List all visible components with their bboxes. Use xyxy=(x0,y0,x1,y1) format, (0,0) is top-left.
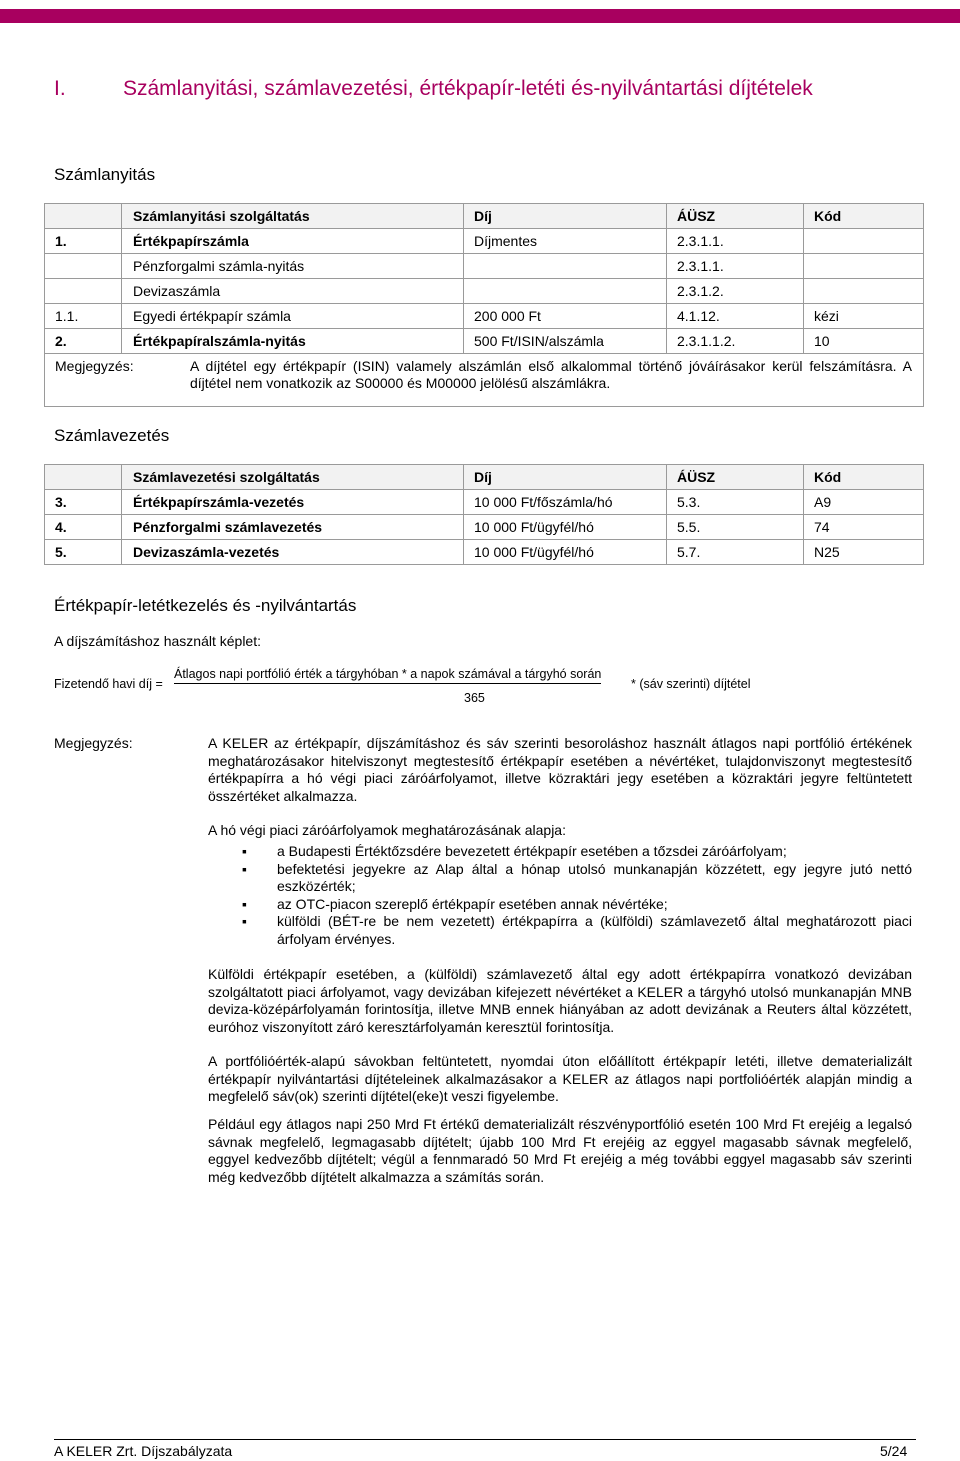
footer-divider xyxy=(54,1439,916,1440)
bullet-icon: ▪ xyxy=(242,913,247,929)
service-name: Értékpapíralszámla-nyitás xyxy=(122,329,464,354)
table-row xyxy=(45,329,924,354)
header-cell: ÁÜSZ xyxy=(667,465,804,490)
table-header-row xyxy=(45,204,924,229)
service-name: Pénzforgalmi számla-nyitás xyxy=(122,254,464,279)
row-number: 1. xyxy=(45,229,122,254)
row-number: 5. xyxy=(45,540,122,565)
list-item xyxy=(208,913,912,948)
formula-numerator: Átlagos napi portfólió érték a tárgyhóban * a napok számával a tárgyhó során xyxy=(174,667,601,684)
brand-top-bar xyxy=(0,9,960,23)
paragraph-bands: A portfólióérték-alapú sávokban feltüntetett, nyomdai úton előállított értékpapír letéti, illetve dematerializált értékpapír nyilvántartási díjtételeinek alkalmazásakor a KELER az átlagos napi portfolióérték alapján mindig a megfelelő sáv(ok) szerinti díjtétel(eke)t veszi figyelembe. xyxy=(208,1053,912,1104)
service-name: Devizaszámla xyxy=(122,279,464,304)
row-number: 3. xyxy=(45,490,122,515)
row-number xyxy=(45,279,122,304)
table-row xyxy=(45,490,924,515)
table-row xyxy=(45,229,924,254)
service-name: Devizaszámla-vezetés xyxy=(122,540,464,565)
code-value: 74 xyxy=(804,515,924,540)
code-value xyxy=(804,254,924,279)
note-label: Megjegyzés: xyxy=(55,358,134,374)
bullet-text: az OTC-piacon szereplő értékpapír esetében annak névértéke; xyxy=(277,895,668,912)
bullet-text: a Budapesti Értéktőzsdére bevezetett értékpapír esetében a tőzsdei záróárfolyam; xyxy=(277,843,787,859)
list-item xyxy=(208,843,912,861)
fee-value: Díjmentes xyxy=(464,229,667,254)
ausz-ref: 5.3. xyxy=(667,490,804,515)
formula-intro: A díjszámításhoz használt képlet: xyxy=(54,633,261,649)
fee-value xyxy=(464,279,667,304)
fee-value: 10 000 Ft/ügyfél/hó xyxy=(464,540,667,565)
paragraph-example: Például egy átlagos napi 250 Mrd Ft értékű dematerializált részvényportfólió esetén 100 Mrd Ft erejéig a legalsó sávnak megfelelő, legmagasabb díjtételt; újabb 100 Mrd Ft erejéig az eggyel magasabb sávnak megfelelő, eggyel kedvezőbb díjtételt; végül a fennmaradó 50 Mrd Ft erejéig a még további eggyel magasabb sáv szerinti még kedvezőbb díjtételt alkalmazza a számítás során. xyxy=(208,1116,912,1185)
paragraph-foreign-securities: Külföldi értékpapír esetében, a (külföldi) számlavezető által egy adott értékpapírra vonatkozó devizában szolgáltatott piaci árfolyamot, vagy devizában kifejezett névértéket a KELER a tárgyhó utolsó munkanapján MNB deviza-középárfolyamán forintosítja, illetve MNB ennek hiányában az adott devizának a Reuters által közzétett, euróhoz viszonyított záró keresztárfolyamán keresztül forintosítja. xyxy=(208,966,912,1035)
header-cell: ÁÜSZ xyxy=(667,204,804,229)
table-row xyxy=(45,254,924,279)
bullet-icon: ▪ xyxy=(242,860,247,877)
note-label: Megjegyzés: xyxy=(54,735,133,751)
note-paragraph-2: A hó végi piaci záróárfolyamok meghatározásának alapja: xyxy=(208,822,566,838)
list-item xyxy=(208,861,912,896)
bullet-icon: ▪ xyxy=(242,895,247,912)
bullet-icon: ▪ xyxy=(242,843,247,859)
code-value: 10 xyxy=(804,329,924,354)
ausz-ref: 5.7. xyxy=(667,540,804,565)
row-number xyxy=(45,254,122,279)
footer-page-number: 5/24 xyxy=(880,1443,908,1459)
code-value: A9 xyxy=(804,490,924,515)
szamlavezetes-table xyxy=(44,464,924,565)
code-value xyxy=(804,229,924,254)
code-value: kézi xyxy=(804,304,924,329)
row-number: 2. xyxy=(45,329,122,354)
note-paragraph-1: A KELER az értékpapír, díjszámításhoz és sáv szerinti besoroláshoz használt átlagos napi portfólió értékének meghatározásakor hitelviszonyt megtestesítő értékpapír esetében a névértéket, tulajdonviszonyt megtestesítő értékpapírra a hó végi piaci záróárfolyamot, illetve közraktári jegy esetében a közraktári jegyre feltüntetett összértéket alkalmazza. xyxy=(208,735,912,804)
section-title-szamlavezetes: Számlavezetés xyxy=(54,426,170,445)
footer-document-title: A KELER Zrt. Díjszabályzata xyxy=(54,1443,233,1459)
service-name: Értékpapírszámla-vezetés xyxy=(122,490,464,515)
code-value: N25 xyxy=(804,540,924,565)
ausz-ref: 2.3.1.1. xyxy=(667,254,804,279)
closing-price-bullets xyxy=(208,843,912,948)
row-number: 4. xyxy=(45,515,122,540)
fee-value: 10 000 Ft/ügyfél/hó xyxy=(464,515,667,540)
header-cell: Díj xyxy=(464,465,667,490)
szamlanyitas-table xyxy=(44,203,924,407)
table-row xyxy=(45,279,924,304)
header-cell xyxy=(45,204,122,229)
fee-value: 10 000 Ft/főszámla/hó xyxy=(464,490,667,515)
formula-right: * (sáv szerinti) díjtétel xyxy=(631,677,751,691)
table-row xyxy=(45,540,924,565)
bullet-text: külföldi (BÉT-re be nem vezetett) értékpapírra a (külföldi) számlavezető által meghatározott piaci árfolyam érvényes. xyxy=(277,913,912,947)
ausz-ref: 2.3.1.1. xyxy=(667,229,804,254)
fee-value xyxy=(464,254,667,279)
header-cell: Számlanyitási szolgáltatás xyxy=(122,204,464,229)
fee-value: 200 000 Ft xyxy=(464,304,667,329)
list-item xyxy=(208,896,912,914)
formula-denominator: 365 xyxy=(464,691,485,705)
formula-left: Fizetendő havi díj = xyxy=(54,677,163,691)
note-text: A díjtétel egy értékpapír (ISIN) valamely alszámlán első alkalommal történő jóváírásakor kerül felszámításra. A díjtétel nem vonatkozik az S00000 és M00000 jelölésű alszámlákra. xyxy=(190,358,912,391)
table-row xyxy=(45,304,924,329)
service-name: Értékpapírszámla xyxy=(122,229,464,254)
header-cell: Kód xyxy=(804,465,924,490)
service-name: Pénzforgalmi számlavezetés xyxy=(122,515,464,540)
ausz-ref: 4.1.12. xyxy=(667,304,804,329)
table-header-row xyxy=(45,465,924,490)
ausz-ref: 5.5. xyxy=(667,515,804,540)
code-value xyxy=(804,279,924,304)
table-row xyxy=(45,515,924,540)
header-cell: Díj xyxy=(464,204,667,229)
header-cell: Kód xyxy=(804,204,924,229)
row-number: 1.1. xyxy=(45,304,122,329)
fee-value: 500 Ft/ISIN/alszámla xyxy=(464,329,667,354)
service-name: Egyedi értékpapír számla xyxy=(122,304,464,329)
bullet-text: befektetési jegyekre az Alap által a hónap utolsó munkanapján közzétett, egy jegyre jutó nettó eszközérték; xyxy=(277,860,912,894)
chapter-number: I. xyxy=(54,77,66,100)
ausz-ref: 2.3.1.2. xyxy=(667,279,804,304)
table-note-row xyxy=(45,354,924,407)
section-title-szamlanyitas: Számlanyitás xyxy=(54,165,156,184)
header-cell xyxy=(45,465,122,490)
ausz-ref: 2.3.1.1.2. xyxy=(667,329,804,354)
chapter-title: Számlanyitási, számlavezetési, értékpapír-letéti és-nyilvántartási díjtételek xyxy=(123,77,813,100)
section-title-letetkezeles: Értékpapír-letétkezelés és -nyilvántartás xyxy=(54,596,357,615)
header-cell: Számlavezetési szolgáltatás xyxy=(122,465,464,490)
table-note xyxy=(45,354,924,407)
